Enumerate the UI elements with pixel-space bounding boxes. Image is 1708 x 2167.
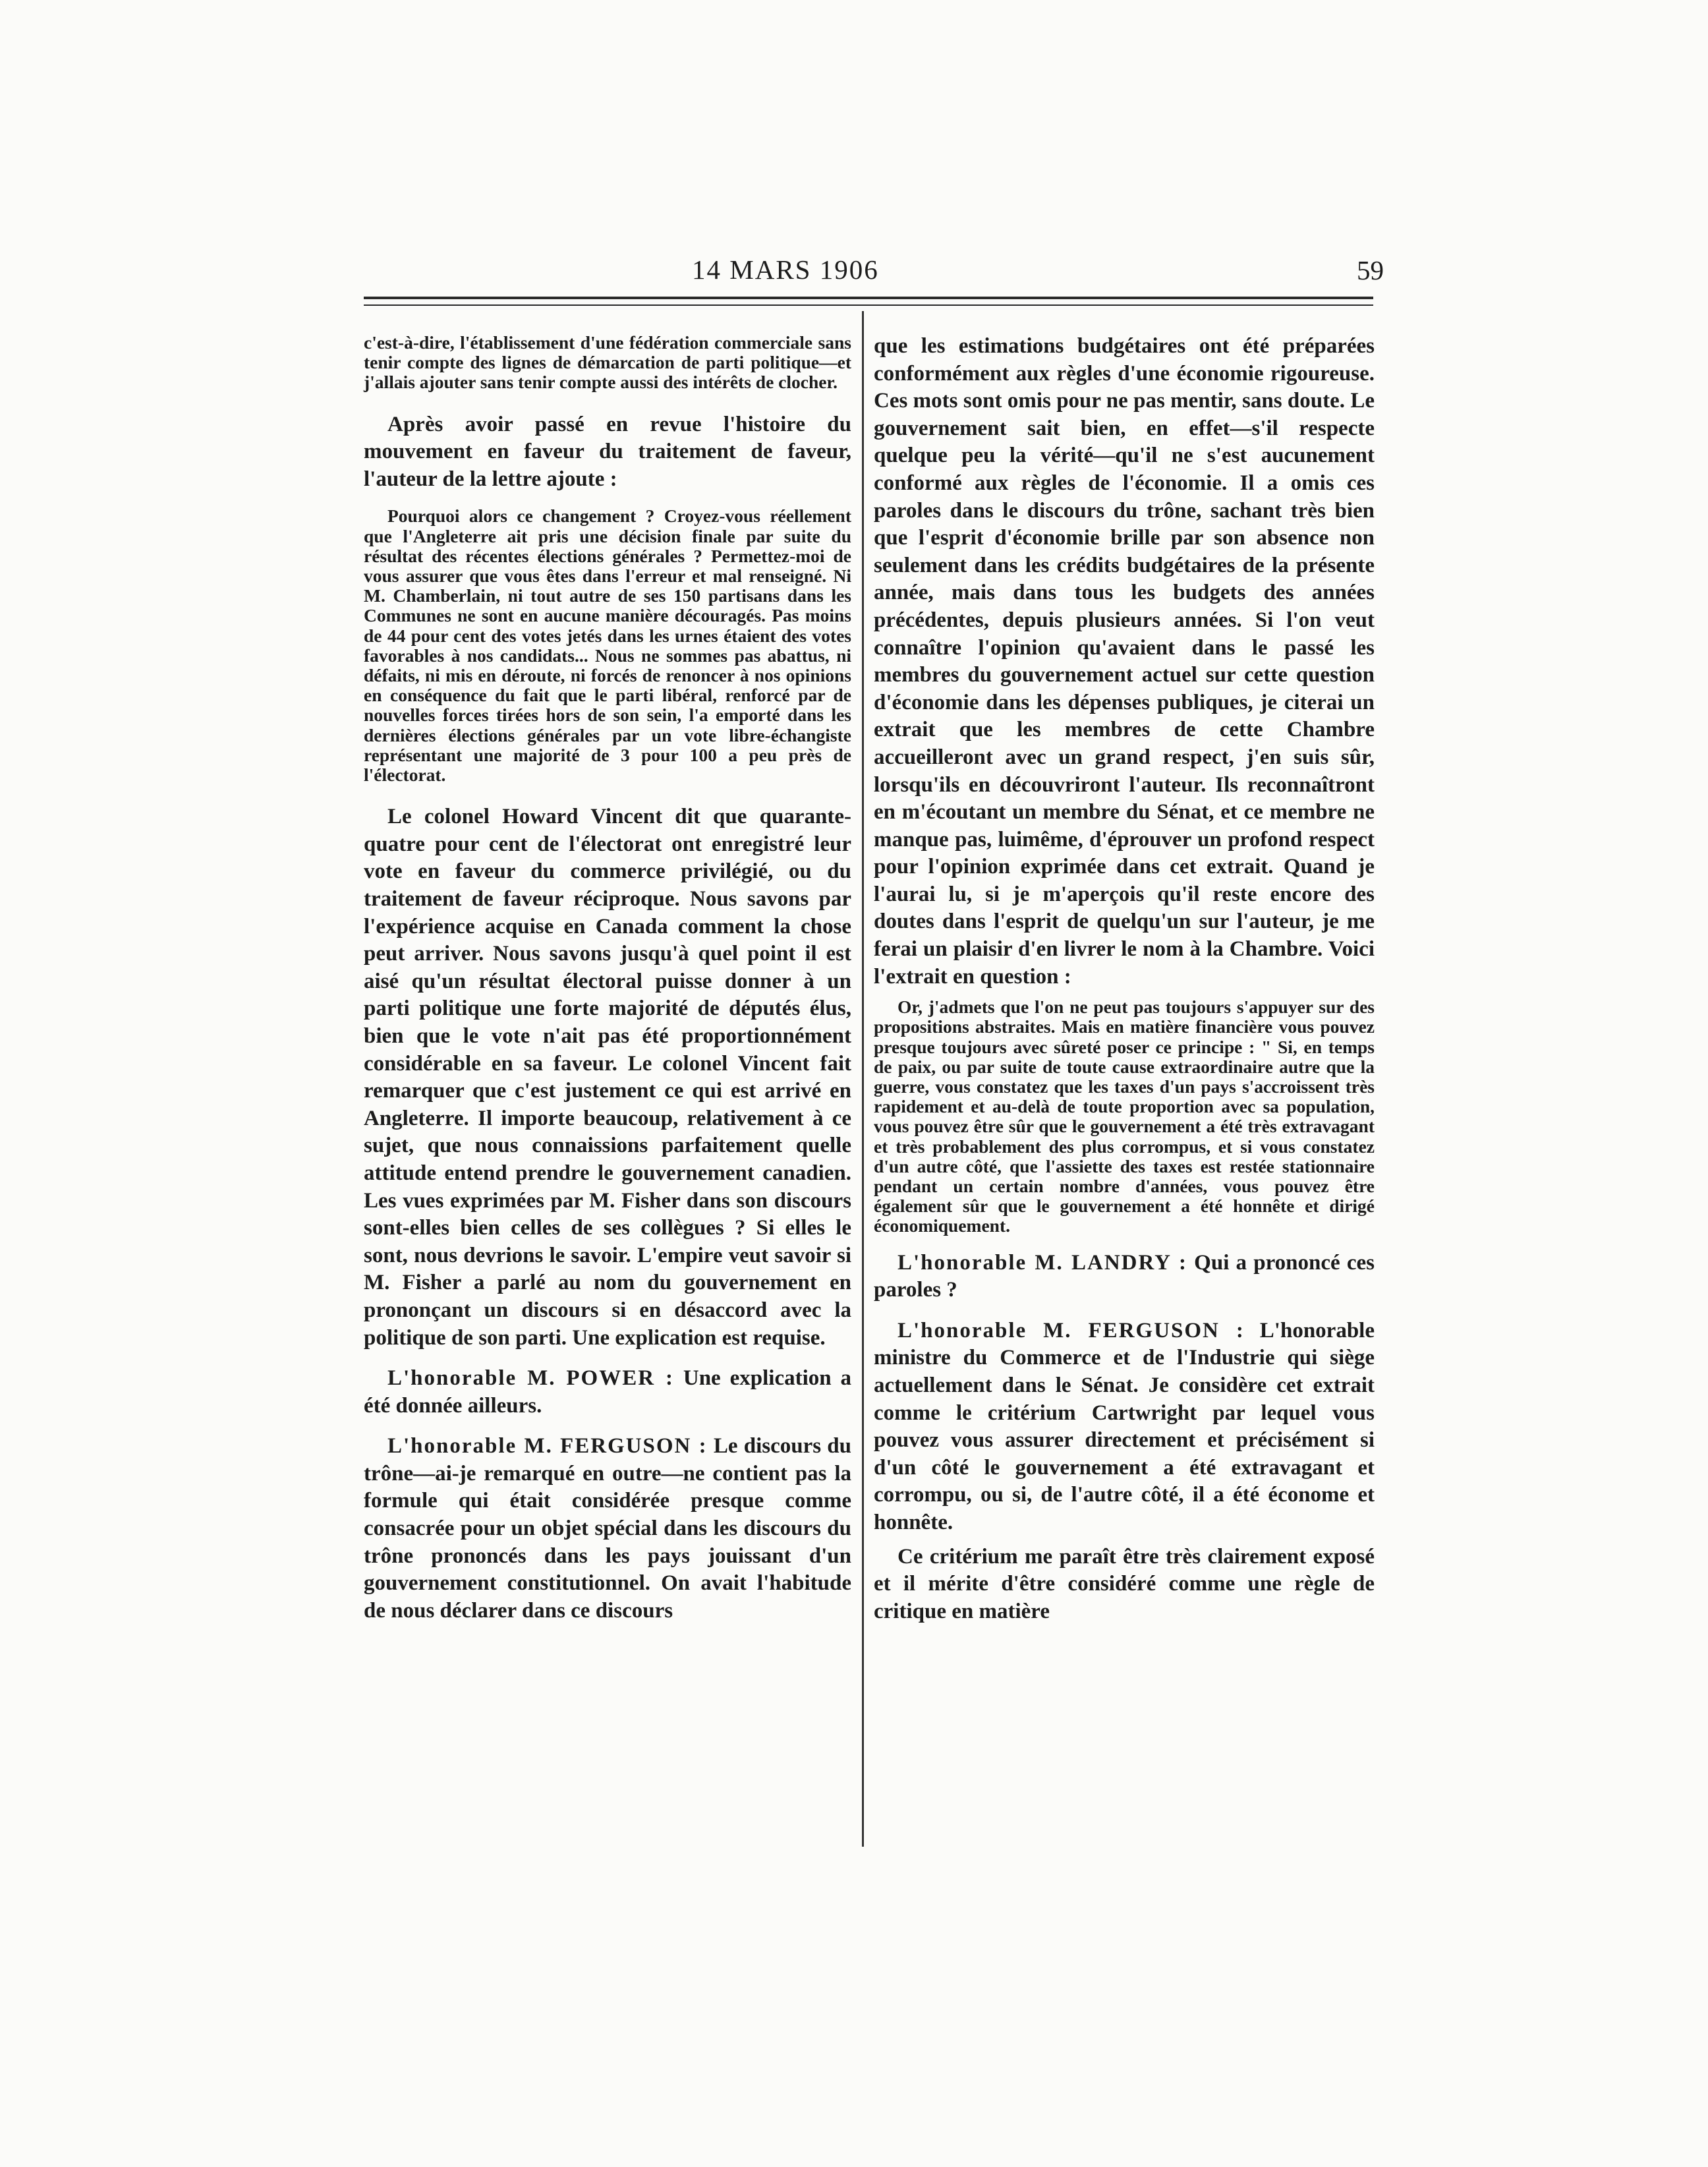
header-rule-thin — [364, 304, 1373, 306]
speaker-name: L'honorable M. FERGUSON : — [387, 1434, 708, 1459]
speaker-name: L'honorable M. POWER : — [387, 1366, 674, 1391]
speech-text: Le discours du trône—ai-je remarqué en outre—ne contient pas la formule qui était considérée presque comme consacrée pour un objet spécial dans les discours du trône prononcés dans les pays jouissant d'un gouvernement constitutionnel. On avait l'habitude de nous déclarer dans ce discours — [364, 1434, 851, 1623]
speech-ferguson — [364, 1433, 851, 1625]
speaker-name: L'honorable M. FERGUSON : — [897, 1318, 1245, 1343]
right-column — [874, 333, 1375, 1625]
speech-text: Une explication a été donnée ailleurs. — [364, 1366, 851, 1418]
paragraph: Le colonel Howard Vincent dit que quarante-quatre pour cent de l'électorat ont enregistré leur vote en faveur du commerce privilégié, ou du traitement de faveur réciproque. Nous savons par l'expérience acquise en Canada comment la chose peut arriver. Nous savons jusqu'à quel point il est aisé qu'un résultat électoral puisse donner à un parti politique une forte majorité de députés élus, bien que le vote n'ait pas été proportionnément considérable en sa faveur. Le colonel Vincent fait remarquer que c'est justement ce qui est arrivé en Angleterre. Il importe beaucoup, relativement à ce sujet, que nous connaissions parfaitement quelle attitude entend prendre le gouvernement canadien. Les vues exprimées par M. Fisher dans son discours sont-elles bien celles de ses collègues ? Si elles le sont, nous devrions le savoir. L'empire veut savoir si M. Fisher a parlé au nom du gouvernement en prononçant un discours si en désaccord avec la politique de son parti. Une explication est requise. — [364, 805, 851, 1350]
speech-text: L'honorable ministre du Commerce et de l'Industrie qui siège actuellement dans le Sénat. Je considère cet extrait comme le critérium Cartwright par lequel vous pouvez vous assurer directement et précisément si d'un côté le gouvernement a été extravagant et corrompu, ou si, de l'autre côté, il a été économe et honnête. — [874, 1318, 1375, 1535]
page-number: 59 — [1357, 255, 1384, 285]
speaker-name: L'honorable M. LANDRY : — [897, 1250, 1187, 1275]
paragraph-continuation: que les estimations budgétaires ont été préparées conformément aux règles d'une économie rigoureuse. Ces mots sont omis pour ne pas mentir, sans doute. Le gouvernement sait bien, en effet—s'il respecte quelque peu la vérité—qu'il ne s'est aucunement conformé aux règles de l'économie. Il a omis ces paroles dans le discours du trône, sachant très bien que l'esprit d'économie brille par son absence non seulement dans les crédits budgétaires de la présente année, mais dans tous les budgets des années précédentes, depuis plusieurs années. Si l'on veut connaître l'opinion qu'avaient dans le passé les membres du gouvernement actuel sur cette question d'économie dans les dépenses publiques, je citerai un extrait que les membres de cette Chambre accueilleront avec un grand respect, j'en suis sûr, lorsqu'ils en découvriront l'auteur. Ils reconnaîtront en m'écoutant un membre du Sénat, et ce membre ne manque pas, luimême, d'éprouver un profond respect pour l'opinion exprimée dans cet extrait. Quand je l'aurai lu, si je m'aperçois qu'il reste encore des doutes dans l'esprit de quelqu'un sur l'auteur, je me ferai un plaisir d'en livrer le nom à la Chambre. Voici l'extrait en question : — [874, 334, 1375, 989]
running-header-date: 14 MARS 1906 — [692, 254, 879, 285]
paragraph: Après avoir passé en revue l'histoire du mouvement en faveur du traitement de faveur, l'auteur de la lettre ajoute : — [364, 412, 851, 491]
block-quote: Or, j'admets que l'on ne peut pas toujours s'appuyer sur des propositions abstraites. Mais en matière financière vous pouvez presque toujours avec sûreté poser ce principe : " Si, en temps de paix, ou par suite de toute cause extraordinaire autre que la guerre, vous constatez que les taxes d'un pays s'accroissent très rapidement et au-delà de toute proportion avec sa population, vous pouvez être sûr que le gouvernement a été très extravagant et très probablement des plus corrompus, et si vous constatez d'un autre côté, que l'assiette des taxes est restée stationnaire pendant un certain nombre d'années, vous pouvez être également sûr que le gouvernement a été honnête et dirigé économiquement. — [874, 997, 1375, 1236]
left-column — [364, 333, 851, 1625]
speech-landry — [874, 1250, 1375, 1304]
paragraph: Ce critérium me paraît être très clairement exposé et il mérite d'être considéré comme une règle de critique en matière — [874, 1544, 1375, 1623]
header-rule-thick — [364, 297, 1373, 299]
speech-ferguson — [874, 1317, 1375, 1537]
speech-text: Qui a prononcé ces paroles ? — [874, 1250, 1375, 1302]
speech-power — [364, 1365, 851, 1420]
block-quote: Pourquoi alors ce changement ? Croyez-vous réellement que l'Angleterre ait pris une décision finale par suite du résultat des récentes élections générales ? Permettez-moi de vous assurer que vous êtes dans l'erreur et mal renseigné. Ni M. Chamberlain, ni tout autre de ses 150 partisans dans les Communes ne sont en aucune manière découragés. Pas moins de 44 pour cent des votes jetés dans les urnes étaient des votes favorables à nos candidats... Nous ne sommes pas abattus, ni défaits, ni mis en déroute, ni forcés de renoncer à nos opinions en conséquence du fait que le parti libéral, renforcé par de nouvelles forces tirées hors de son sein, l'a emporté dans les dernières élections générales par un vote libre-échangiste représentant une majorité de 3 pour 100 a peu près de l'électorat. — [364, 506, 851, 786]
column-divider — [862, 311, 864, 1847]
quote-continuation: c'est-à-dire, l'établissement d'une fédération commerciale sans tenir compte des lignes de démarcation de parti politique—et j'allais ajouter sans tenir compte aussi des intérêts de clocher. — [364, 332, 851, 393]
